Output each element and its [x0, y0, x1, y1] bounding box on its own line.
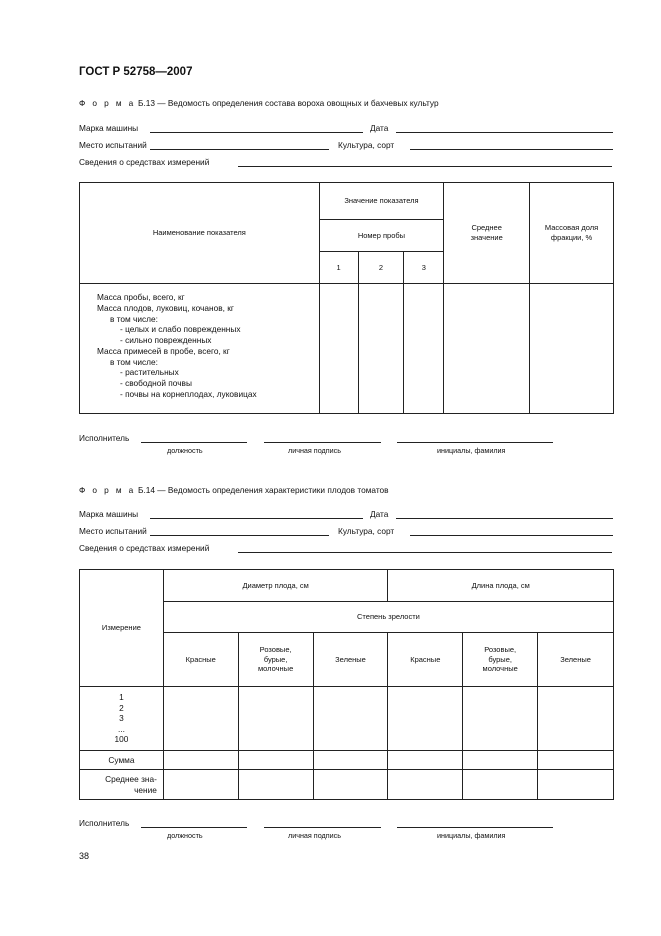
form14-ripeness-1: Красные: [163, 633, 238, 687]
form14-sum-cell[interactable]: [388, 751, 463, 770]
form14-label: Ф о р м а: [79, 485, 136, 495]
form14-sum-cell[interactable]: [538, 751, 614, 770]
form14-avg-text: Среднее зна-чение: [105, 773, 157, 795]
form14-cell[interactable]: [238, 687, 313, 751]
form13-cell-s1[interactable]: [319, 284, 358, 414]
form14-instruments-label: Сведения о средствах измерений: [79, 543, 210, 553]
form14-machine-label: Марка машины: [79, 509, 139, 519]
form14-cell[interactable]: [388, 687, 463, 751]
form13-instruments-label: Сведения о средствах измерений: [79, 157, 210, 167]
form13-sample-3: 3: [404, 252, 444, 284]
form14-sum-cell[interactable]: [163, 751, 238, 770]
form13-col-mass-text: Массовая доля фракции, %: [544, 223, 599, 242]
form14-cell[interactable]: [313, 687, 388, 751]
form14-sum-cell[interactable]: [463, 751, 538, 770]
form14-ripeness-2-text: Розовые, бурые, молочные: [258, 644, 294, 674]
form13-row-4: - сильно поврежденных: [120, 335, 212, 346]
form14-date-label: Дата: [370, 509, 389, 519]
form14-sign-line[interactable]: [264, 827, 381, 828]
form14-avg-cell[interactable]: [238, 770, 313, 800]
form14-name-line[interactable]: [397, 827, 553, 828]
form14-sign-caption: личная подпись: [288, 831, 341, 840]
form13-date-label: Дата: [370, 123, 389, 133]
form13-cell-avg[interactable]: [444, 284, 530, 414]
form14-col-diameter: Диаметр плода, см: [163, 570, 388, 602]
form13-number-title: Б.13 — Ведомость определения состава вороха овощных и бахчевых культур: [138, 98, 439, 108]
form14-measure-100: 100: [114, 734, 129, 745]
form14-place-label: Место испытаний: [79, 526, 147, 536]
form13-label: Ф о р м а: [79, 98, 136, 108]
form13-row-8: - свободной почвы: [120, 378, 192, 389]
form14-measure-1: 1: [119, 692, 124, 703]
form13-row-6: в том числе:: [110, 356, 158, 367]
form14-ripeness-6: Зеленые: [538, 633, 614, 687]
form13-col-mass: [530, 183, 614, 284]
form14-avg-cell[interactable]: [163, 770, 238, 800]
form13-indicator-list: [80, 284, 320, 414]
form13-col-avg-text: Среднее значение: [470, 223, 503, 242]
form13-sample-2: 2: [358, 252, 404, 284]
form14-cell[interactable]: [463, 687, 538, 751]
form14-table: [79, 569, 614, 800]
form13-cell-s3[interactable]: [404, 284, 444, 414]
form14-title: [79, 485, 389, 495]
form14-measure-3: 3: [119, 713, 124, 724]
form14-col-measure: Измерение: [80, 570, 164, 687]
form13-col-name: Наименование показателя: [80, 183, 320, 284]
form13-col-avg: [444, 183, 530, 284]
form14-ripeness-5: [463, 633, 538, 687]
form13-row-5: Масса примесей в пробе, всего, кг: [97, 345, 230, 356]
form13-row-0: Масса пробы, всего, кг: [97, 292, 185, 302]
form13-position-line[interactable]: [141, 442, 247, 443]
form14-sum-cell[interactable]: [313, 751, 388, 770]
form14-sum-cell[interactable]: [238, 751, 313, 770]
form14-place-line[interactable]: [150, 535, 329, 536]
form13-place-label: Место испытаний: [79, 140, 147, 150]
form13-date-line[interactable]: [396, 132, 613, 133]
form14-sum-label: Сумма: [80, 751, 164, 770]
form14-crop-label: Культура, сорт: [338, 526, 395, 536]
form14-avg-cell[interactable]: [388, 770, 463, 800]
form13-crop-line[interactable]: [410, 149, 613, 150]
form14-avg-cell[interactable]: [313, 770, 388, 800]
form13-cell-mass[interactable]: [530, 284, 614, 414]
form13-executor-label: Исполнитель: [79, 433, 130, 443]
form13-position-caption: должность: [167, 446, 203, 455]
form13-row-7: - растительных: [120, 367, 179, 378]
form13-row-9: - почвы на корнеплодах, луковицах: [120, 389, 257, 400]
form13-name-line[interactable]: [397, 442, 553, 443]
form13-sign-caption: личная подпись: [288, 446, 341, 455]
form14-avg-label: [80, 770, 164, 800]
form13-col-value: Значение показателя: [319, 183, 444, 220]
form14-number-title: Б.14 — Ведомость определения характеристики плодов томатов: [138, 485, 389, 495]
form14-executor-label: Исполнитель: [79, 818, 130, 828]
form14-avg-cell[interactable]: [463, 770, 538, 800]
page-number: 38: [79, 851, 90, 861]
form13-sample-1: 1: [319, 252, 358, 284]
document-header: ГОСТ Р 52758—2007: [79, 66, 193, 78]
form14-measure-dots: ...: [117, 723, 125, 734]
form13-crop-label: Культура, сорт: [338, 140, 395, 150]
form14-position-line[interactable]: [141, 827, 247, 828]
form13-title: [79, 98, 439, 108]
form13-row-3: - целых и слабо поврежденных: [120, 324, 241, 335]
form14-measure-2: 2: [119, 702, 124, 713]
form13-instruments-line[interactable]: [238, 166, 612, 167]
form14-measure-list: [80, 687, 164, 751]
form13-place-line[interactable]: [150, 149, 329, 150]
form14-ripeness-5-text: Розовые, бурые, молочные: [482, 644, 518, 674]
form13-row-1: Масса плодов, луковиц, кочанов, кг: [97, 302, 234, 313]
form14-machine-line[interactable]: [150, 518, 363, 519]
form14-position-caption: должность: [167, 831, 203, 840]
form14-name-caption: инициалы, фамилия: [437, 831, 506, 840]
form13-machine-label: Марка машины: [79, 123, 139, 133]
form13-table: [79, 182, 614, 414]
form14-ripeness-3: Зеленые: [313, 633, 388, 687]
form14-col-length: Длина плода, см: [388, 570, 614, 602]
form14-date-line[interactable]: [396, 518, 613, 519]
form14-instruments-line[interactable]: [238, 552, 612, 553]
form14-ripeness-2: [238, 633, 313, 687]
form13-name-caption: инициалы, фамилия: [437, 446, 506, 455]
form14-ripeness-4: Красные: [388, 633, 463, 687]
form14-crop-line[interactable]: [410, 535, 613, 536]
form13-row-2: в том числе:: [110, 313, 158, 324]
form14-col-ripeness: Степень зрелости: [163, 602, 613, 633]
form14-cell[interactable]: [163, 687, 238, 751]
form13-cell-s2[interactable]: [358, 284, 404, 414]
form14-cell[interactable]: [538, 687, 614, 751]
form13-sign-line[interactable]: [264, 442, 381, 443]
form13-machine-line[interactable]: [150, 132, 363, 133]
form14-avg-cell[interactable]: [538, 770, 614, 800]
form13-col-sample: Номер пробы: [319, 220, 444, 252]
